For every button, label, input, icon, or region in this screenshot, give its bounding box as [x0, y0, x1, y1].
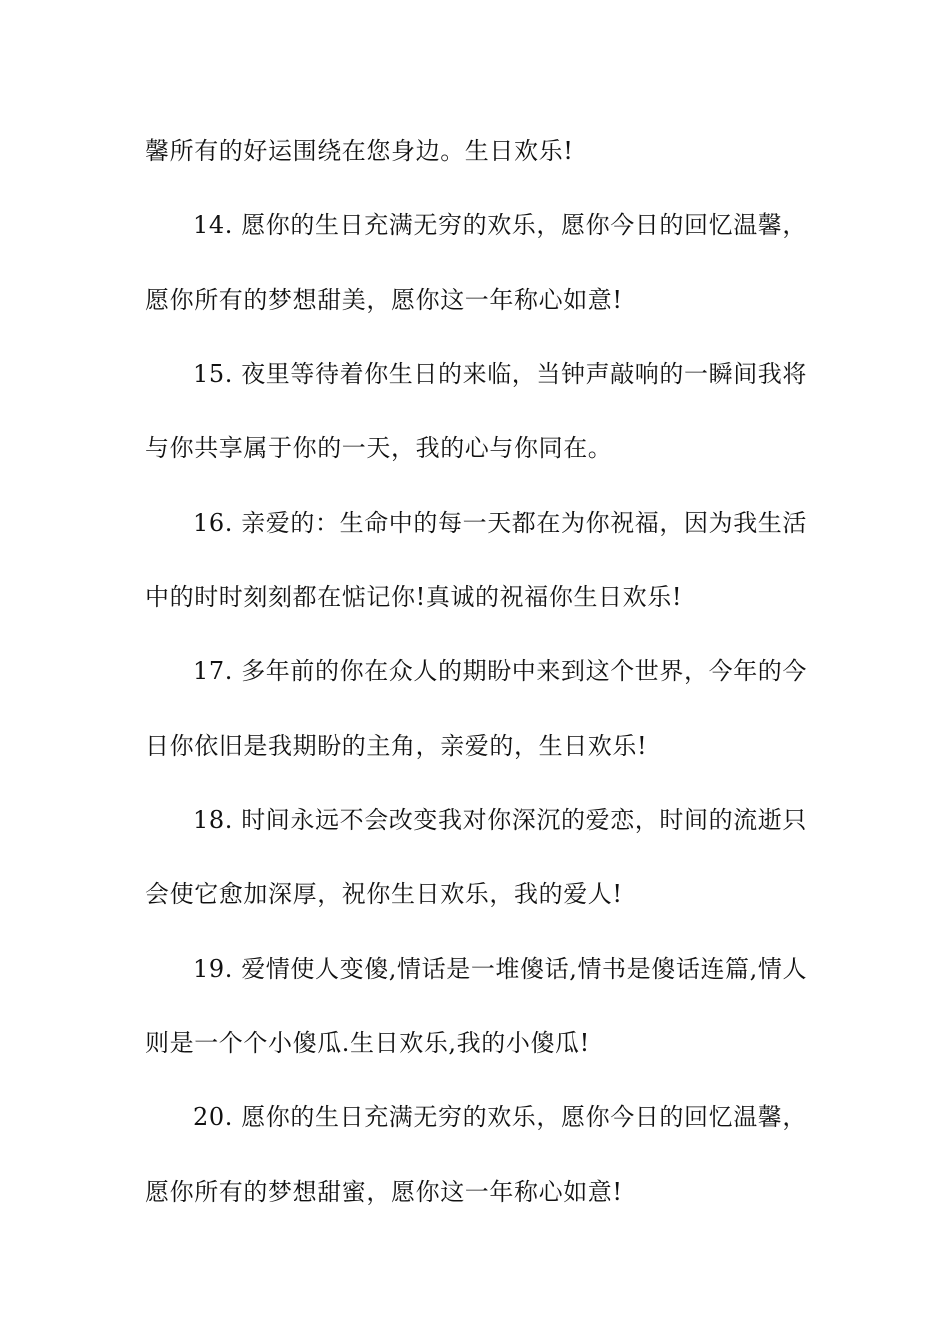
paragraph-line: 愿你所有的梦想甜美，愿你这一年称心如意!	[145, 286, 623, 314]
paragraph-line-item-20: 20. 愿你的生日充满无穷的欢乐，愿你今日的回忆温馨，	[193, 1103, 807, 1131]
paragraph-line: 日你依旧是我期盼的主角，亲爱的，生日欢乐!	[145, 732, 648, 760]
paragraph-line: 则是一个个小傻瓜.生日欢乐,我的小傻瓜!	[145, 1029, 590, 1057]
paragraph-line-item-18: 18. 时间永远不会改变我对你深沉的爱恋，时间的流逝只	[193, 806, 807, 834]
paragraph-line-item-16: 16. 亲爱的：生命中的每一天都在为你祝福，因为我生活	[193, 509, 807, 537]
paragraph-line-item-19: 19. 爱情使人变傻,情话是一堆傻话,情书是傻话连篇,情人	[193, 955, 808, 983]
paragraph-line: 会使它愈加深厚，祝你生日欢乐，我的爱人!	[145, 880, 623, 908]
paragraph-line: 与你共享属于你的一天，我的心与你同在。	[145, 434, 613, 462]
paragraph-line: 中的时时刻刻都在惦记你!真诚的祝福你生日欢乐!	[145, 583, 683, 611]
paragraph-line: 馨所有的好运围绕在您身边。生日欢乐!	[145, 137, 574, 165]
paragraph-line-item-15: 15. 夜里等待着你生日的来临，当钟声敲响的一瞬间我将	[193, 360, 807, 388]
paragraph-line: 愿你所有的梦想甜蜜，愿你这一年称心如意!	[145, 1178, 623, 1206]
paragraph-line-item-17: 17. 多年前的你在众人的期盼中来到这个世界，今年的今	[193, 657, 807, 685]
paragraph-line-item-14: 14. 愿你的生日充满无穷的欢乐，愿你今日的回忆温馨，	[193, 211, 807, 239]
